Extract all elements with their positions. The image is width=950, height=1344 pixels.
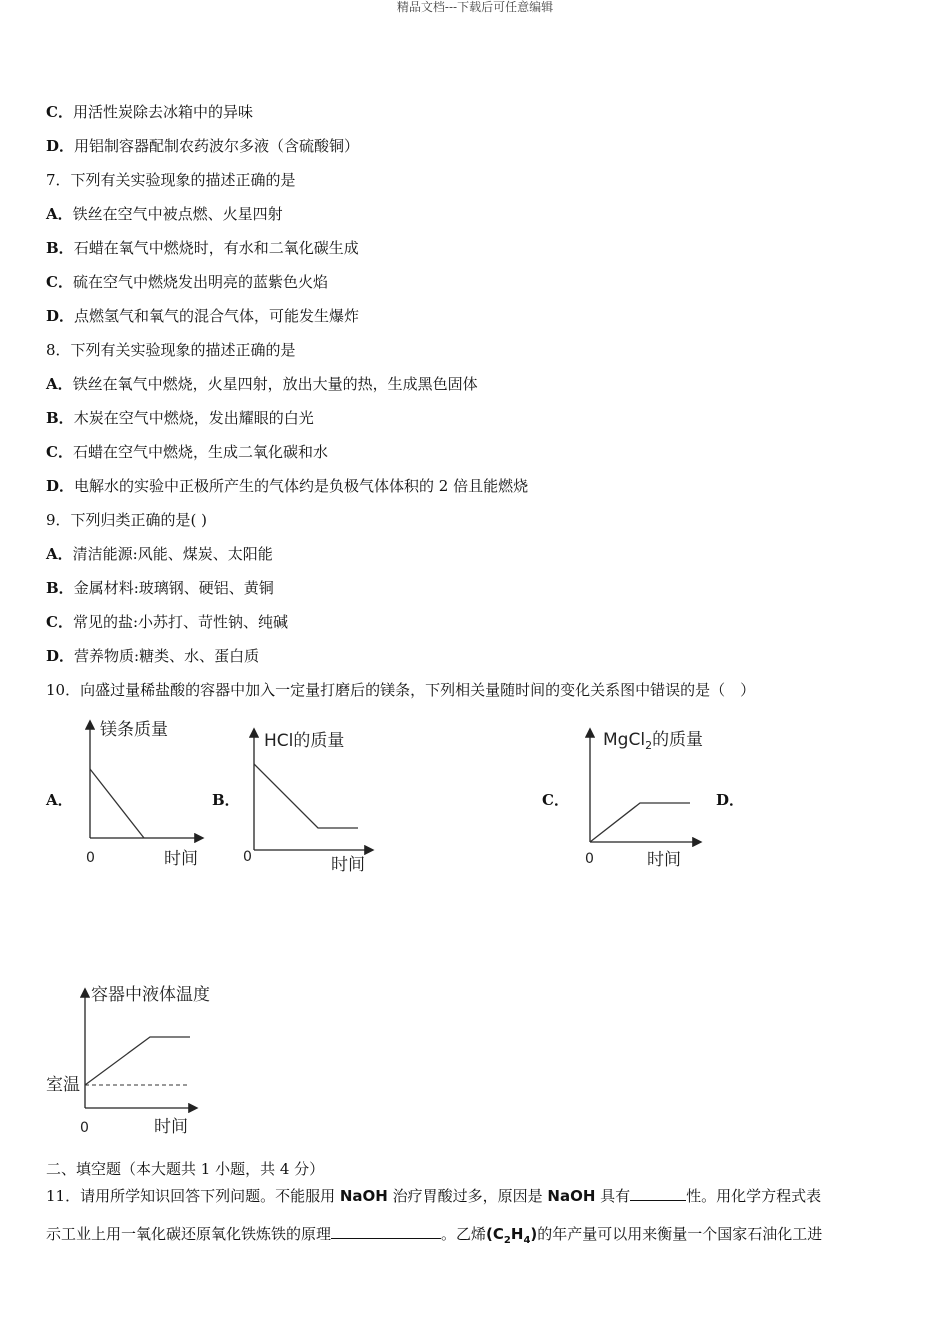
q8-option-d	[46, 476, 528, 496]
data-line	[590, 803, 690, 842]
option-label: C．	[46, 273, 73, 291]
option-text: 用活性炭除去冰箱中的异味	[72, 103, 253, 121]
option-label: C．	[46, 103, 73, 121]
option-text: 点燃氢气和氧气的混合气体，可能发生爆炸	[74, 307, 360, 325]
q9-stem: 9．下列归类正确的是( )	[46, 511, 208, 529]
q9-option-b	[46, 578, 274, 598]
section-title: 二、填空题（本大题共 1 小题，共 4 分）	[46, 1160, 325, 1178]
q9-option-c	[46, 612, 288, 632]
q6-option-c	[46, 102, 253, 122]
q9-option-d	[46, 646, 259, 666]
y-axis-label: 镁条质量	[100, 720, 168, 740]
option-label: A．	[46, 375, 73, 393]
data-line	[90, 769, 144, 838]
choice-label-a: A．	[46, 791, 73, 809]
option-label: D．	[46, 647, 75, 665]
option-label: D．	[46, 137, 75, 155]
answer-blank[interactable]	[331, 1223, 441, 1239]
q11-text: 11．请用所学知识回答下列问题。不能服用	[46, 1187, 340, 1205]
option-text: 电解水的实验中正极所产生的气体约是负极气体体积的 2 倍且能燃烧	[74, 477, 529, 495]
q11-text: 示工业上用一氧化碳还原氧化铁炼铁的原理	[46, 1225, 332, 1243]
choice-label-b: B．	[212, 791, 240, 809]
option-text: 硫在空气中燃烧发出明亮的蓝紫色火焰	[72, 273, 328, 291]
chemical-formula: NaOH	[339, 1187, 388, 1205]
option-text: 铁丝在空气中被点燃、火星四射	[72, 205, 283, 223]
option-text: 铁丝在氧气中燃烧，火星四射，放出大量的热，生成黑色固体	[72, 375, 478, 393]
option-label: D．	[46, 477, 75, 495]
q11-text: 的年产量可以用来衡量一个国家石油化工进	[537, 1225, 823, 1243]
y-axis-label: HCl的质量	[264, 731, 345, 751]
option-label: A．	[46, 205, 73, 223]
chemical-formula: NaOH	[547, 1187, 596, 1205]
q7-option-b	[46, 238, 359, 258]
q7-option-c	[46, 272, 328, 292]
answer-blank[interactable]	[630, 1185, 686, 1201]
q7-stem: 7．下列有关实验现象的描述正确的是	[46, 171, 296, 189]
option-text: 用铝制容器配制农药波尔多液（含硫酸铜）	[74, 137, 360, 155]
option-text: 清洁能源:风能、煤炭、太阳能	[72, 545, 273, 563]
q8-option-b	[46, 408, 314, 428]
q11-line-1	[46, 1185, 821, 1206]
chemical-formula: $(C_2H_4)$	[486, 1225, 538, 1246]
option-label: C．	[46, 443, 73, 461]
option-label: A．	[46, 545, 73, 563]
y-axis-label: MgCl$_2$的质量	[603, 730, 704, 752]
option-label: B．	[46, 239, 74, 257]
graph-d	[40, 980, 240, 1140]
data-line	[254, 764, 358, 828]
option-label: D．	[46, 307, 75, 325]
origin-label: 0	[80, 1120, 89, 1136]
option-label: C．	[46, 613, 73, 631]
option-text: 石蜡在空气中燃烧，生成二氧化碳和水	[72, 443, 328, 461]
option-text: 石蜡在氧气中燃烧时，有水和二氧化碳生成	[73, 239, 359, 257]
option-label: B．	[46, 409, 74, 427]
option-label: B．	[46, 579, 74, 597]
q11-text: 具有	[595, 1187, 631, 1205]
q7-option-d	[46, 306, 359, 326]
choice-label-c: C．	[542, 791, 569, 809]
y-axis-label: 容器中液体温度	[91, 985, 210, 1005]
q7-option-a	[46, 204, 283, 224]
origin-label: 0	[243, 849, 252, 865]
q8-option-a	[46, 374, 478, 394]
q8-stem: 8．下列有关实验现象的描述正确的是	[46, 341, 296, 359]
choice-label-d: D．	[716, 791, 745, 809]
option-text: 金属材料:玻璃钢、硬铝、黄铜	[73, 579, 274, 597]
x-axis-label: 时间	[164, 849, 198, 869]
origin-label: 0	[585, 851, 594, 867]
x-axis-label: 时间	[154, 1117, 188, 1137]
option-text: 营养物质:糖类、水、蛋白质	[74, 647, 260, 665]
q11-text: 。乙烯	[441, 1225, 487, 1243]
origin-label: 0	[86, 850, 95, 866]
graph-b	[236, 722, 381, 882]
x-axis-label: 时间	[647, 850, 681, 870]
page-header: 精品文档---下载后可任意编辑	[396, 0, 554, 14]
q11-text: 治疗胃酸过多，原因是	[387, 1187, 548, 1205]
option-text: 木炭在空气中燃烧，发出耀眼的白光	[73, 409, 314, 427]
graph-a	[70, 712, 210, 877]
q6-option-d	[46, 136, 359, 156]
q11-line-2	[46, 1223, 822, 1251]
q9-option-a	[46, 544, 273, 564]
q10-stem: 10．向盛过量稀盐酸的容器中加入一定量打磨后的镁条，下列相关量随时间的变化关系图中错误的是（ ）	[46, 681, 756, 699]
data-line	[85, 1037, 190, 1085]
x-axis-label: 时间	[331, 855, 365, 875]
option-text: 常见的盐:小苏打、苛性钠、纯碱	[72, 613, 289, 631]
q8-option-c	[46, 442, 328, 462]
graph-c	[574, 722, 714, 882]
baseline-label: 室温	[46, 1075, 80, 1095]
q11-text: 性。用化学方程式表	[686, 1187, 822, 1205]
